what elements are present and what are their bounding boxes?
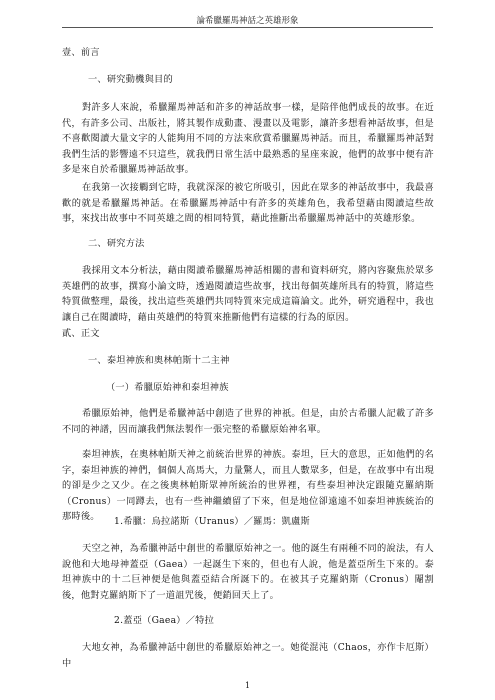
subsubsection-heading-primordials: （一）希臘原始神和泰坦神族 bbox=[106, 382, 229, 393]
header-rule bbox=[62, 27, 433, 28]
paragraph-gaea: 大地女神，為希臘神話中創世的希臘原始神之一。她從混沌（Chaos，亦作卡厄斯）中 bbox=[62, 642, 434, 669]
item-heading-uranus: 1.希臘：烏拉諾斯（Uranus）／羅馬：凱盧斯 bbox=[114, 516, 310, 527]
subsection-heading-motivation: 一、研究動機與目的 bbox=[88, 74, 173, 85]
subsection-heading-titans-olympians: 一、泰坦神族和奧林帕斯十二主神 bbox=[88, 355, 230, 366]
paragraph-titans: 泰坦神族，在奧林帕斯天神之前統治世界的神族。泰坦，巨大的意思，正如他們的名字，泰坦神族的神們，個個人高馬大，力量驚人，而且人數眾多，但是，在故事中有出現的卻是少之又少。在之後奧林帕斯眾神所統治的世界裡，有些泰坦神決定跟隨克羅納斯（Cronus）一同蹲去，也有一些神繼續留了下來，但是地位卻遠遠不如泰坦神族統治的那時後。 bbox=[62, 449, 434, 523]
paragraph-uranus: 天空之神，為希臘神話中創世的希臘原始神之一。他的誕生有兩種不同的說法，有人說他和大地母神蓋亞（Gaea）一起誕生下來的，但也有人說，他是蓋亞所生下來的。泰坦神族中的十二巨神便是他與蓋亞結合所誕下的。在被其子克羅納斯（Cronus）閹割後，他對克羅納斯下了一道詛咒後，便銷回天上了。 bbox=[62, 543, 434, 601]
section-heading-main: 貳、正文 bbox=[62, 328, 100, 339]
item-heading-gaea: 2.蓋亞（Gaea）／特拉 bbox=[114, 615, 215, 626]
paragraph-motivation-1: 對許多人來說，希臘羅馬神話和許多的神話故事一樣，是陪伴他們成長的故事。在近代，有許多公司、出版社，將其製作成動畫、漫畫以及電影，讓許多想看神話故事，但是不喜歡閱讀大量文字的人能夠用不同的方法來欣賞希臘羅馬神話。而且，希臘羅馬神話對我們生活的影響遠不只這些，就我們日常生活中最熟悉的星座來說，他們的故事中便有許多是來自於希臘羅馬神話故事。 bbox=[62, 102, 434, 176]
paragraph-method: 我採用文本分析法，藉由閱讀希臘羅馬神話相關的書和資料研究，將內容聚焦於眾多英雄們的故事，撰寫小論文時，透過閱讀這些故事，找出每個英雄所具有的特質，將這些特質做整理，最後，找出這些英雄們共同特質來完成這篇論文。此外，研究過程中，我也讓自己在閱讀時，藉由英雄們的特質來推斷他們有這樣的行為的原因。 bbox=[62, 265, 434, 323]
paragraph-primordials: 希臘原始神，他們是希臘神話中創造了世界的神祇。但是，由於古希臘人記載了許多不同的神譜，因而讓我們無法製作一張完整的希臘原始神名單。 bbox=[62, 408, 434, 435]
paragraph-motivation-2: 在我第一次接觸到它時，我就深深的被它所吸引，因此在眾多的神話故事中，我最喜歡的就是希臘羅馬神話。在希臘羅馬神話中有許多的英雄角色，我希望藉由閱讀這些故事，來找出故事中不同英雄之間的相同特質，藉此推斷出希臘羅馬神話中的英雄形象。 bbox=[62, 182, 434, 225]
section-heading-preface: 壹、前言 bbox=[62, 47, 100, 58]
running-header: 論希臘羅馬神話之英雄形象 bbox=[196, 16, 299, 26]
subsection-heading-method: 二、研究方法 bbox=[88, 238, 145, 249]
page-number: 1 bbox=[244, 681, 251, 690]
